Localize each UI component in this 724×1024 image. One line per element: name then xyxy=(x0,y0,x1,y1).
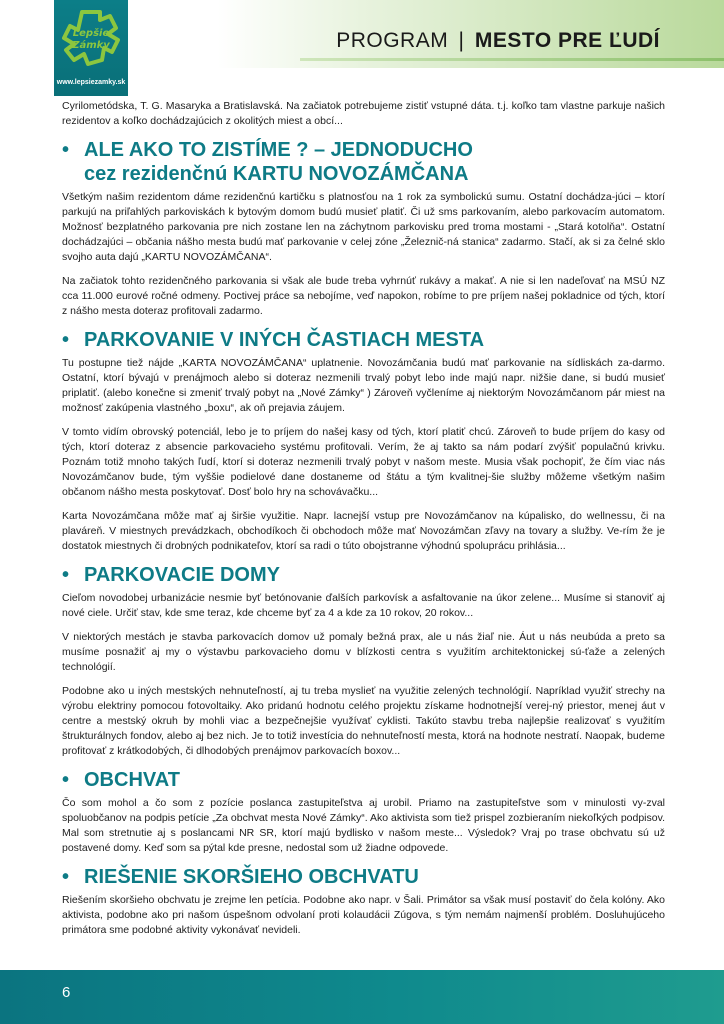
header-accent-line xyxy=(300,58,724,61)
paragraph: V tomto vidím obrovský potenciál, lebo je to príjem do našej kasy od tých, ktorí platiť chcú. Zároveň to bude príjem do kasy od tých, ktorí doteraz z absencie parkovacieho systému profitovali. Verím, že aj takto sa nám podarí zvýšiť populačnú krivku. Poznám totiž mnoho takých ľudí, ktorí si doteraz nezmenili trvalý pobyt v našom meste. Musia však pochopiť, že čím viac nás Novozámčanov bude, tým vyššie podielové dane dostaneme od štátu a tým kvalitnej-šie služby môžeme všetkým našim občanom nášho mesta poskytovať. Dosť bolo hry na schovávačku... xyxy=(62,426,665,498)
logo-text-line2: Zámky xyxy=(72,40,110,51)
section-heading xyxy=(62,328,665,352)
bullet-icon: • xyxy=(62,564,70,586)
logo[interactable] xyxy=(54,0,128,96)
section-title: ALE AKO TO ZISTÍME ? – JEDNODUCHO xyxy=(84,139,473,161)
section-heading xyxy=(62,768,665,792)
bullet-icon: • xyxy=(62,329,70,351)
section-title: RIEŠENIE SKORŠIEHO OBCHVATU xyxy=(84,866,419,888)
paragraph: Čo som mohol a čo som z pozície poslanca zastupiteľstva aj urobil. Priamo na zastupiteľstve som v minulosti vy-zval spoluobčanov na podpis petície „Za obchvat mesta Nové Zámky“. Ako aktivista som tiež prispel zozbieraním niekoľkých podpisov. Mal som stretnutie aj s poslancami NR SR, ktorí majú bydlisko v našom meste... Výsledok? Vraj po trase obchvatu sú už postavené domy. Keď som sa pýtal kde presne, nedostal som už žiadne odpovede. xyxy=(62,797,665,854)
section-parkovacie-domy xyxy=(62,563,665,759)
section-title: PARKOVACIE DOMY xyxy=(84,564,280,586)
section-title: PARKOVANIE V INÝCH ČASTIACH MESTA xyxy=(84,329,485,351)
header-title-bold: MESTO PRE ĽUDÍ xyxy=(474,29,660,52)
paragraph: Riešením skoršieho obchvatu je zrejme len petícia. Podobne ako napr. v Šali. Primátor sa však musí postaviť do čela kolóny. Ako aktivista, podobne ako pri našom úspešnom odvolaní proti kolaudácii Zúgova, s tým nemám najmenší problém. Dosluhujúceho primátora sme podobné aktivity vykonávať nevideli. xyxy=(62,894,665,936)
section-title: OBCHVAT xyxy=(84,769,180,791)
logo-text-line1: Lepšie xyxy=(72,28,110,39)
logo-gear-icon xyxy=(60,8,122,72)
header-title-separator: | xyxy=(458,29,465,52)
bullet-icon: • xyxy=(62,866,70,888)
intro-paragraph: Cyrilometódska, T. G. Masaryka a Bratislavská. Na začiatok potrebujeme zistiť vstupné dáta. t.j. koľko tam vlastne parkuje našich rezidentov a koľko dochádzajúcich z okolitých miest a obcí... xyxy=(62,100,665,127)
section-heading xyxy=(62,865,665,889)
section-heading xyxy=(62,138,665,186)
paragraph: Podobne ako u iných mestských nehnuteľností, aj tu treba myslieť na využitie zelených technológií. Napríklad využiť strechy na výrobu elektriny pomocou fotovoltaiky. Ako pridanú hodnotu celého projektu získame hodnotnejší verej-ný priestor, menej áut v centre a mestský okruh by mohli viac a bezpečnejšie využívať cyklisti. Takúto stavbu treba najlepšie realizovať s využitím štrukturálnych fondov, alebo aj bez nich. Je to totiž investícia do nehnuteľností mesta, ktorá na hodnote nestratí. Naopak, budeme profitovať z krátkodobých, či dlhodobých prenájmov parkovacích boxov... xyxy=(62,685,665,757)
section-heading xyxy=(62,563,665,587)
paragraph: Na začiatok tohto rezidenčného parkovania si však ale bude treba vyhrnúť rukávy a makať. A nie si len nadeľovať na MSÚ NZ cca 11.000 eurové ročné odmeny. Poctivej práce sa nebojíme, veď napokon, robíme to pre príjem našej pokladnice od tých, ktorí z nášho mesta doteraz profitovali zadarmo. xyxy=(62,275,665,317)
bullet-icon: • xyxy=(62,139,70,161)
paragraph: Tu postupne tiež nájde „KARTA NOVOZÁMČANA“ uplatnenie. Novozámčania budú mať parkovanie na sídliskách za-darmo. Ostatní, ktorí bývajú v prenájmoch alebo si doteraz nezmenili trvalý pobyt lebo inde majú napr. nižšie dane, si budú musieť priplatiť. (alebo konečne si zmeniť trvalý pobyt na „Nové Zámky“ ) Zároveň vyčleníme aj niektorým Novozámčanom pár miest na možnosť zakúpenia vlastného „boxu“, ak oň prejavia záujem. xyxy=(62,357,665,414)
header-title-light: PROGRAM xyxy=(336,29,449,52)
section-obchvat xyxy=(62,768,665,856)
page-number: 6 xyxy=(62,984,71,1001)
paragraph: Všetkým našim rezidentom dáme rezidenčnú kartičku s platnosťou na 1 rok za symbolickú sumu. Ostatní dochádza-júci – ktorí parkujú na priľahlých parkoviskách k bytovým domom budú musieť platiť. Či už sms parkovaním, alebo parkovacím automatom. Možnosť bezplatného parkovania pre nich zostane len na záchytnom parkovisku pred troma mostami - „Stará kotolňa“. Ostatní dochádzajúci – občania nášho mesta budú mať parkovanie v celej zóne „Železnič-ná stanica“ zadarmo. Stačí, ak si za čelné sklo svojho auta dajú „KARTU NOVOZÁMČANA“. xyxy=(62,191,665,263)
section-riesenie-skorsieho-obchvatu xyxy=(62,865,665,938)
page-header xyxy=(0,0,724,86)
section-parkovanie-v-inych-castiach xyxy=(62,328,665,554)
paragraph: Karta Novozámčana môže mať aj širšie využitie. Napr. lacnejší vstup pre Novozámčanov na kúpalisko, do wellnessu, či na plaváreň. V miestnych prevádzkach, obchodíkoch či obchodoch môže mať Novozámčan zľavy na tovary a služby. Ve-rím že je dostatok miestnych či drobných podnikateľov, ktorí sa radi o túto obojstranne výhodnú spoluprácu prihlásia... xyxy=(62,510,665,552)
section-subtitle: cez rezidenčnú KARTU NOVOZÁMČANA xyxy=(84,163,469,185)
page-header-title xyxy=(336,29,660,53)
page-footer xyxy=(0,970,724,1024)
paragraph: V niektorých mestách je stavba parkovacích domov už pomaly bežná prax, ale u nás žiaľ nie. Áut u nás neubúda a preto sa musíme posnažiť aj my o výstavbu parkovacieho domu v blízkosti centra s využitím architektonickej sú-ťaže a zelených technológií. xyxy=(62,631,665,673)
section-ale-ako-to-zistime xyxy=(62,138,665,319)
bullet-icon: • xyxy=(62,769,70,791)
logo-url[interactable]: www.lepsiezamky.sk xyxy=(56,79,126,86)
paragraph: Cieľom novodobej urbanizácie nesmie byť betónovanie ďalších parkovísk a asfaltovanie na úkor zelene... Musíme si stanoviť aj nové ciele. Určiť stav, kde sme teraz, kde chceme byť za 4 a kde za 10 rokov, 20 rokov... xyxy=(62,592,665,619)
article-body xyxy=(62,99,665,947)
